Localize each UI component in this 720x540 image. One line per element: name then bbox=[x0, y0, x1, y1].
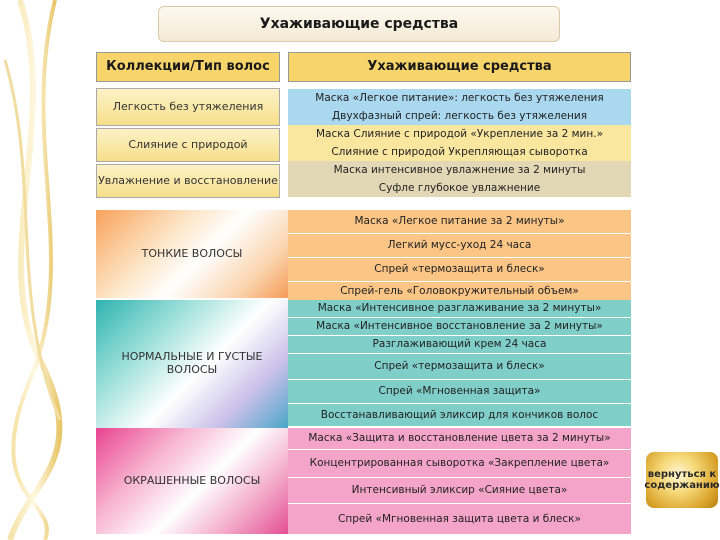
product-row: Спрей «термозащита и блеск» bbox=[288, 354, 631, 380]
hair-type-colored: ОКРАШЕННЫЕ ВОЛОСЫ bbox=[96, 428, 288, 534]
product-row: Спрей «термозащита и блеск» bbox=[288, 258, 631, 282]
hair-type-normal: НОРМАЛЬНЫЕ И ГУСТЫЕ ВОЛОСЫ bbox=[96, 300, 288, 428]
collection-lightness: Легкость без утяжеления bbox=[96, 88, 280, 126]
product-row: Разглаживающий крем 24 часа bbox=[288, 336, 631, 354]
gold-swirl-decoration bbox=[0, 0, 95, 540]
product-row: Интенсивный эликсир «Сияние цвета» bbox=[288, 478, 631, 504]
header-care-products: Ухаживающие средства bbox=[288, 52, 631, 82]
product-row: Маска «Интенсивное восстановление за 2 минуты» bbox=[288, 318, 631, 336]
product-row: Маска «Легкое питание за 2 минуты» bbox=[288, 210, 631, 234]
product-row: Маска Слияние с природой «Укрепление за 2 мин.» bbox=[288, 125, 631, 143]
product-row: Спрей-гель «Головокружительный объем» bbox=[288, 282, 631, 300]
product-row: Спрей «Мгновенная защита цвета и блеск» bbox=[288, 504, 631, 534]
product-row: Двухфазный спрей: легкость без утяжеления bbox=[288, 107, 631, 125]
product-row: Концентрированная сыворотка «Закрепление цвета» bbox=[288, 450, 631, 478]
product-row: Суфле глубокое увлажнение bbox=[288, 179, 631, 197]
product-row: Легкий мусс-уход 24 часа bbox=[288, 234, 631, 258]
collection-moisture: Увлажнение и восстановление bbox=[96, 164, 280, 198]
product-row: Маска «Защита и восстановление цвета за 2 минуты» bbox=[288, 428, 631, 450]
product-row: Восстанавливающий эликсир для кончиков волос bbox=[288, 404, 631, 426]
hair-type-thin: ТОНКИЕ ВОЛОСЫ bbox=[96, 210, 288, 298]
collection-nature: Слияние с природой bbox=[96, 128, 280, 162]
header-collections: Коллекции/Тип волос bbox=[96, 52, 280, 82]
product-row: Маска интенсивное увлажнение за 2 минуты bbox=[288, 161, 631, 179]
page-title: Ухаживающие средства bbox=[158, 6, 560, 42]
product-row: Спрей «Мгновенная защита» bbox=[288, 380, 631, 404]
product-row: Маска «Легкое питание»: легкость без утяжеления bbox=[288, 89, 631, 107]
product-row: Маска «Интенсивное разглаживание за 2 минуты» bbox=[288, 300, 631, 318]
back-to-contents-button[interactable]: вернуться к содержанию bbox=[646, 452, 718, 508]
product-row: Слияние с природой Укрепляющая сыворотка bbox=[288, 143, 631, 161]
